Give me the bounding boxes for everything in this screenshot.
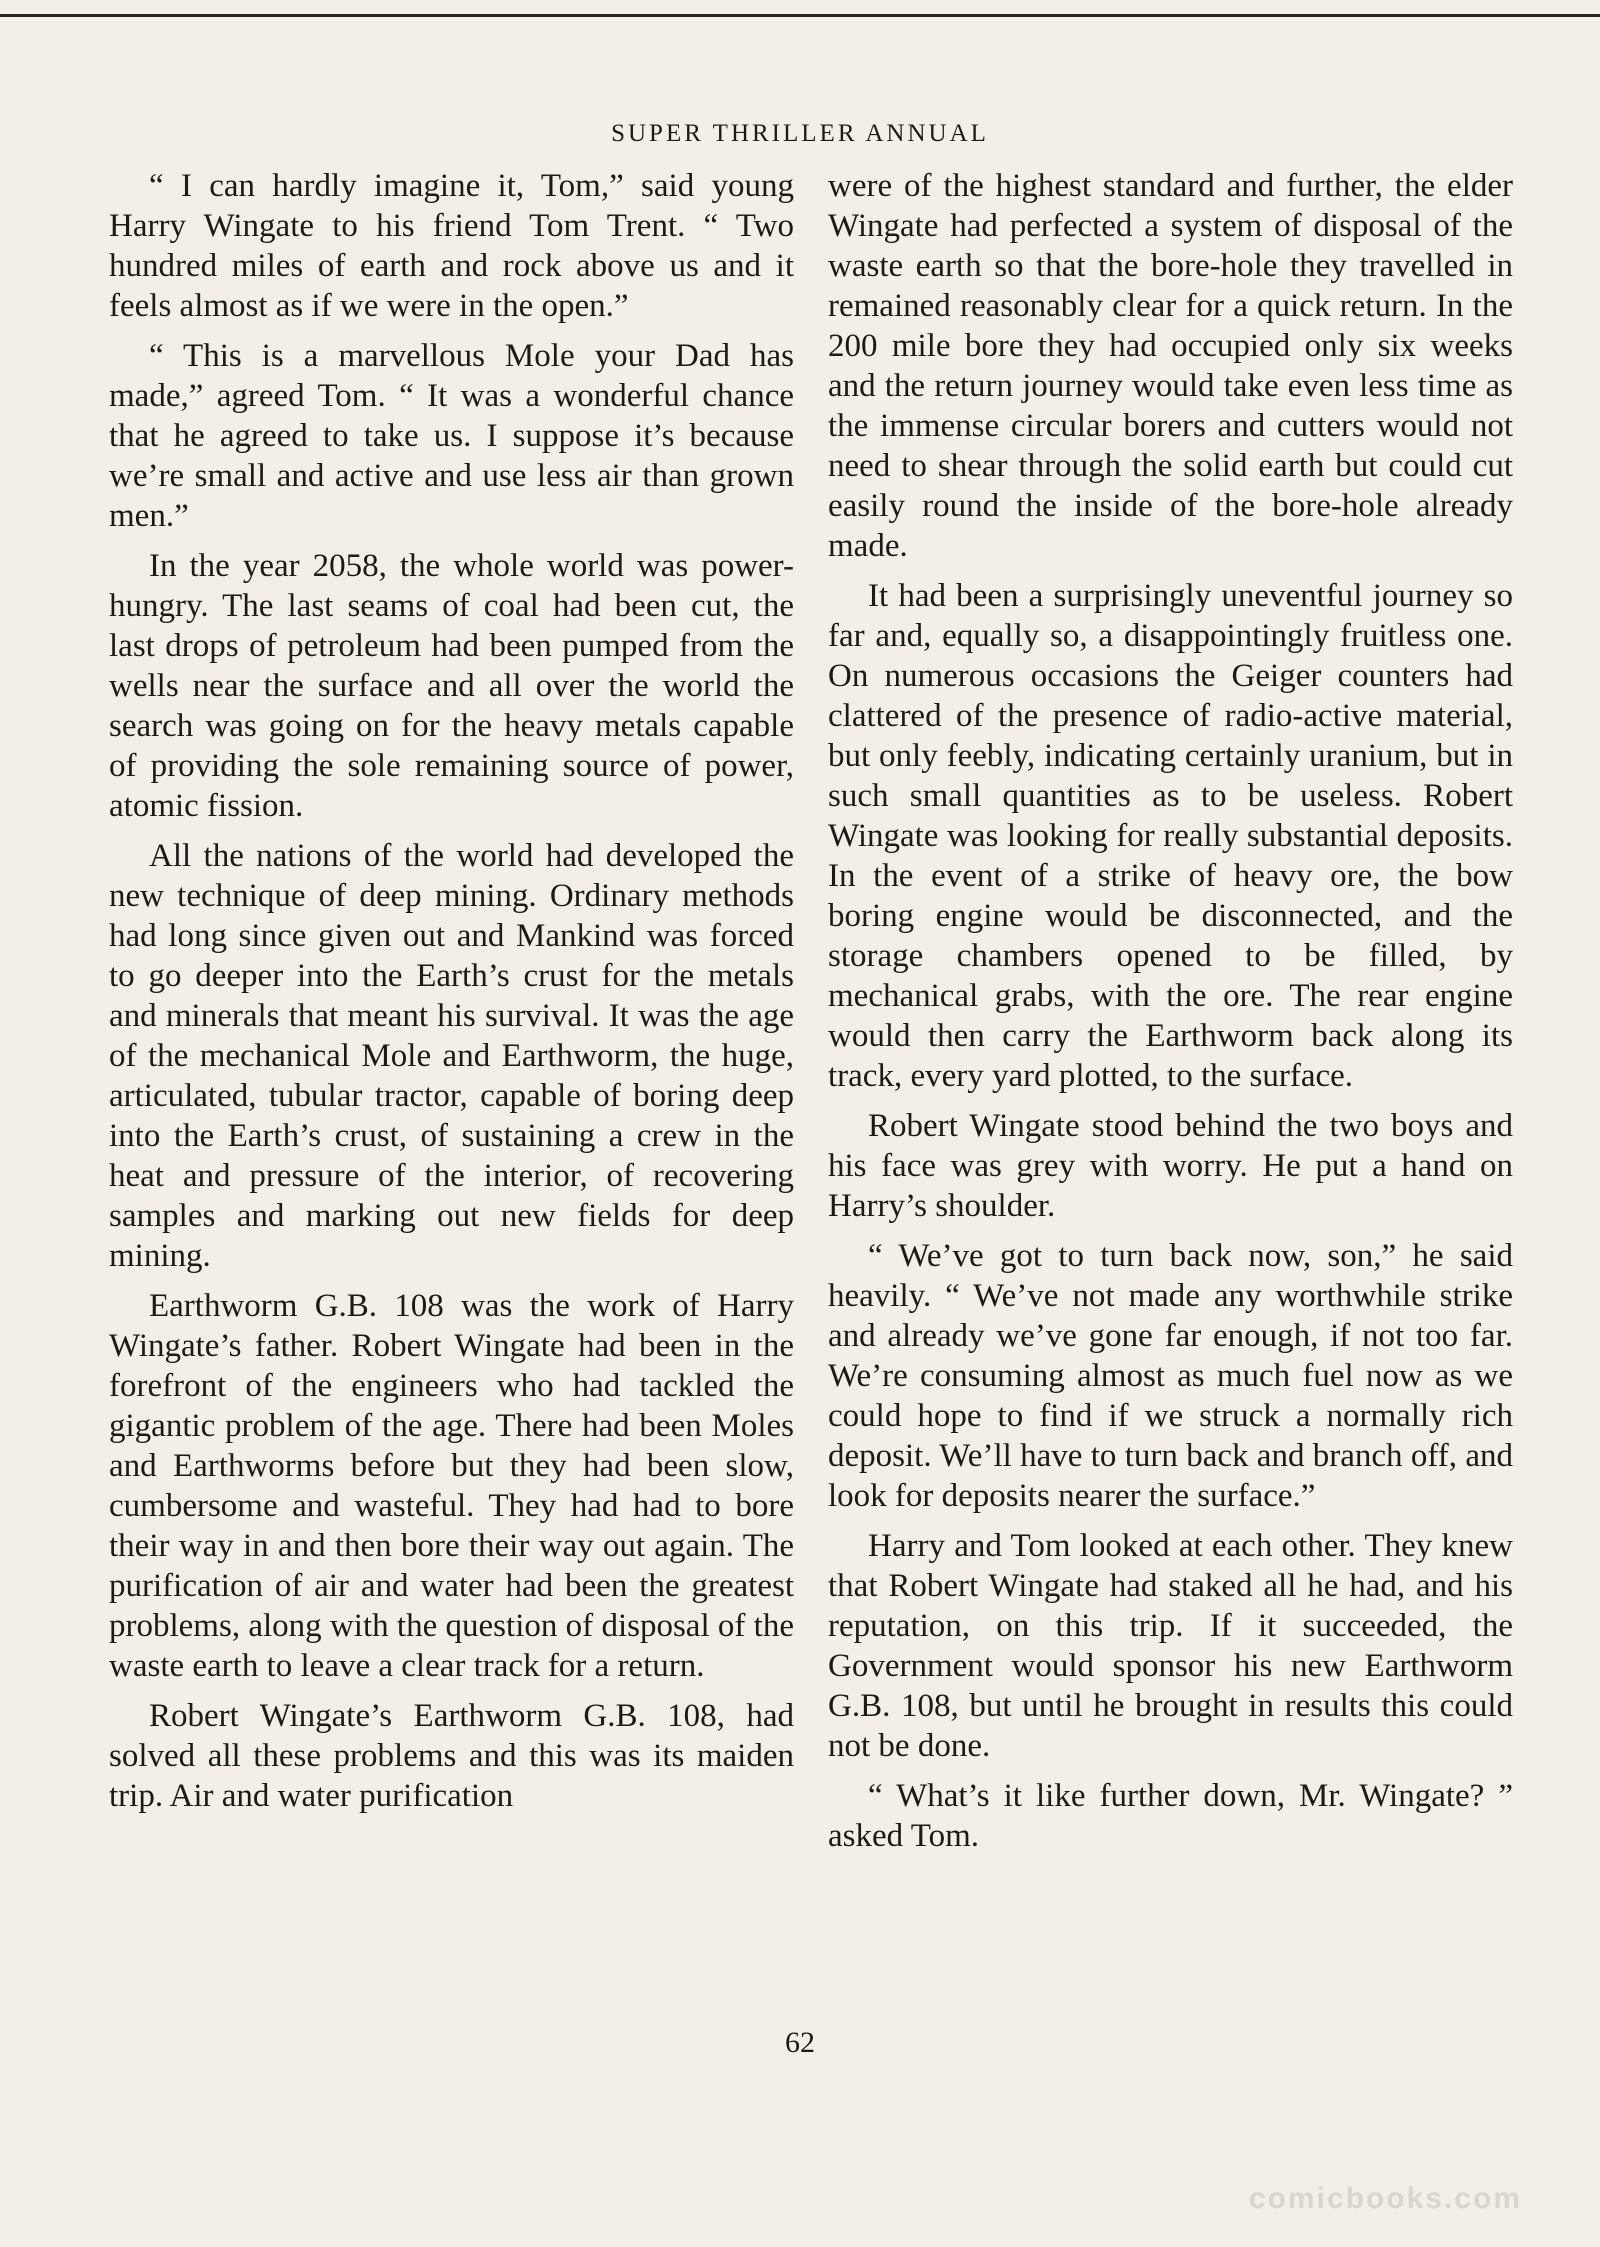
- paragraph: “ I can hardly imagine it, Tom,” said young Harry Wingate to his friend Tom Trent. “ Two hundred miles of earth and rock above us and it feels almost as if we were in the open.”: [109, 168, 794, 324]
- right-column: [828, 166, 1513, 1866]
- paragraph: “ This is a marvellous Mole your Dad has made,” agreed Tom. “ It was a wonderful chance that he agreed to take us. I suppose it’s because we’re small and active and use less air than grown men.”: [109, 338, 794, 534]
- top-border-rule: [0, 14, 1600, 17]
- paragraph: “ What’s it like further down, Mr. Wingate? ” asked Tom.: [828, 1778, 1513, 1854]
- page-number: 62: [785, 2026, 815, 2059]
- paragraph: Harry and Tom looked at each other. They knew that Robert Wingate had staked all he had, and his reputation, on this trip. If it succeeded, the Government would sponsor his new Earthworm G.B. 108, but until he brought in results this could not be done.: [828, 1528, 1513, 1764]
- left-column: [109, 166, 794, 1826]
- paragraph: It had been a surprisingly uneventful journey so far and, equally so, a disappointingly fruitless one. On numerous occasions the Geiger counters had clattered of the presence of radio-active material, but only feebly, indicating certainly uranium, but in such small quantities as to be useless. Robert Wingate was looking for really substantial deposits. In the event of a strike of heavy ore, the bow boring engine would be disconnected, and the storage chambers opened to be filled, by mechanical grabs, with the ore. The rear engine would then carry the Earthworm back along its track, every yard plotted, to the surface.: [828, 578, 1513, 1094]
- running-head: SUPER THRILLER ANNUAL: [611, 120, 989, 147]
- paragraph: were of the highest standard and further, the elder Wingate had perfected a system of disposal of the waste earth so that the bore-hole they travelled in remained reasonably clear for a quick return. In the 200 mile bore they had occupied only six weeks and the return journey would take even less time as the immense circular borers and cutters would not need to shear through the solid earth but could cut easily round the inside of the bore-hole already made.: [828, 168, 1513, 564]
- watermark: comicbooks.com: [1248, 2182, 1522, 2215]
- paragraph: Earthworm G.B. 108 was the work of Harry Wingate’s father. Robert Wingate had been in the forefront of the engineers who had tackled the gigantic problem of the age. There had been Moles and Earthworms before but they had been slow, cumbersome and wasteful. They had had to bore their way in and then bore their way out again. The purification of air and water had been the greatest problems, along with the question of disposal of the waste earth to leave a clear track for a return.: [109, 1288, 794, 1684]
- paragraph: In the year 2058, the whole world was power-hungry. The last seams of coal had been cut, the last drops of petroleum had been pumped from the wells near the surface and all over the world the search was going on for the heavy metals capable of providing the sole remaining source of power, atomic fission.: [109, 548, 794, 824]
- paragraph: Robert Wingate stood behind the two boys and his face was grey with worry. He put a hand on Harry’s shoulder.: [828, 1108, 1513, 1224]
- paragraph: Robert Wingate’s Earthworm G.B. 108, had solved all these problems and this was its maiden trip. Air and water purification: [109, 1698, 794, 1814]
- paragraph: “ We’ve got to turn back now, son,” he said heavily. “ We’ve not made any worthwhile strike and already we’ve gone far enough, if not too far. We’re consuming almost as much fuel now as we could hope to find if we struck a normally rich deposit. We’ll have to turn back and branch off, and look for deposits nearer the surface.”: [828, 1238, 1513, 1514]
- paragraph: All the nations of the world had developed the new technique of deep mining. Ordinary methods had long since given out and Mankind was forced to go deeper into the Earth’s crust for the metals and minerals that meant his survival. It was the age of the mechanical Mole and Earthworm, the huge, articulated, tubular tractor, capable of boring deep into the Earth’s crust, of sustaining a crew in the heat and pressure of the interior, of recovering samples and marking out new fields for deep mining.: [109, 838, 794, 1274]
